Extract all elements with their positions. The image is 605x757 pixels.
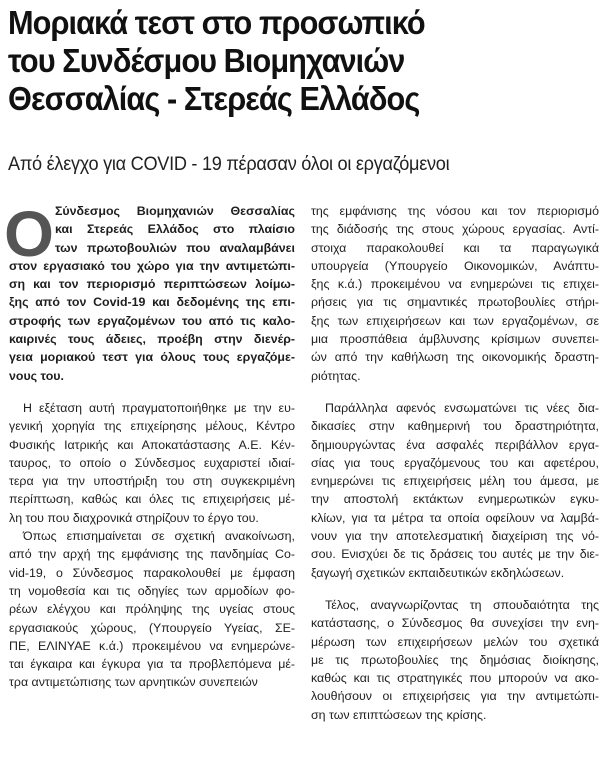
- text-line: ενημερώνει τις επιχειρήσεις μέλη του άμεσα, με: [311, 474, 599, 489]
- lead-paragraph: [4, 198, 295, 385]
- text-line: λη του που διαχρονικά στηρίζουν το έργο του.: [9, 510, 259, 525]
- text-line: νους του.: [9, 368, 64, 383]
- text-line: τερα για την υποστήριξη του στη συγκεκριμένη: [9, 474, 295, 489]
- article-headline: [8, 4, 557, 118]
- text-line: γεια μοριακού τεστ για όλους τους εργαζόμε-: [9, 350, 295, 365]
- text-line: περίπτωση, καθώς και όλες τις επιχειρήσεις μέ-: [9, 492, 295, 507]
- text-line: των πρωτοβουλιών που αναλαμβάνει: [55, 240, 295, 255]
- text-line: ΠΕ, ΕΛΙΝΥΑΕ κ.ά.) προκειμένου να ενημερώνε-: [9, 638, 295, 653]
- text-line: ται έγκαιρα και έγκυρα για τα προβλεπόμενα μέ-: [9, 657, 295, 672]
- text-line: ξαγωγή σχετικών εκπαιδευτικών εκδηλώσεων.: [311, 565, 565, 580]
- text-line: λουθήσουν οι επιχειρήσεις για την αντιμετώπι-: [311, 689, 599, 704]
- text-line: ξης κ.ά.) προκειμένου να ενημερώνει τις επιχει-: [311, 277, 599, 292]
- headline-line: του Συνδέσμου Βιομηχανιών: [8, 42, 405, 79]
- text-line: ών από την καθήλωση της οικονομικής δραστη-: [311, 350, 599, 365]
- text-line: Η εξέταση αυτή πραγματοποιήθηκε με την ευ-: [23, 400, 295, 415]
- text-line: Τέλος, αναγνωρίζοντας τη σπουδαιότητα της: [325, 597, 599, 612]
- text-line: σίας για τους εργαζόμενους του και αφετέρου,: [311, 455, 599, 470]
- text-line: γενική χορηγία της επιχείρησης μέλους, Κέντρο: [9, 419, 295, 434]
- paragraph: [9, 399, 295, 527]
- text-line: Παράλληλα αφενός ενσωματώνει τις νέες δια-: [325, 400, 599, 415]
- text-line: ση και τον περιορισμό περιπτώσεων λοίμω-: [9, 277, 295, 292]
- text-line: δικασίες στην καθημερινή του δραστηριότητα,: [311, 419, 599, 434]
- text-line: καιρινές τους άδειες, προέβη στην διενέρ-: [9, 332, 295, 347]
- text-line: vid-19, ο Σύνδεσμος παρακολουθεί με έμφαση: [9, 565, 295, 580]
- text-line: της διάδοσής της στους χώρους εργασίας. Αντί-: [311, 222, 599, 237]
- text-line: Όπως επισημαίνεται σε σχετική ανακοίνωση,: [23, 529, 295, 544]
- text-line: κατάστασης, ο Σύνδεσμος θα συνεχίσει την ενη-: [311, 616, 599, 631]
- drop-cap-letter: [4, 198, 54, 270]
- text-line: από την αρχή της εμφάνισης της πανδημίας Co-: [9, 547, 295, 562]
- text-line: δημιουργώντας ένα ασφαλές περιβάλλον εργα-: [311, 437, 599, 452]
- paragraph: [9, 527, 295, 692]
- paragraph: [311, 399, 599, 582]
- text-line: μέρωση των επιχειρήσεων μελών του σχετικά: [311, 634, 599, 649]
- headline-line: Μοριακά τεστ στο προσωπικό: [8, 4, 425, 41]
- left-column: [4, 198, 295, 692]
- text-line: ση των επιπτώσεων της κρίσης.: [311, 707, 487, 722]
- text-line: ξης από τον Covid-19 και δεδομένης της επι-: [9, 295, 295, 310]
- text-line: και Στερεάς Ελλάδος στο πλαίσιο: [55, 222, 295, 237]
- text-line: εργασιακούς χώρους, (Υπουργείο Υγείας, ΣΕ-: [9, 620, 295, 635]
- text-line: ρήσεις για τις σημαντικές πρωτοβουλίες στήρι-: [311, 295, 599, 310]
- paragraph: [311, 202, 599, 385]
- text-line: ριότητας.: [311, 368, 361, 383]
- text-line: νουν για την αποτελεσματική διαχείριση της νό-: [311, 529, 599, 544]
- article-subtitle: Από έλεγχο για COVID - 19 πέρασαν όλοι οι εργαζόμενοι: [8, 153, 450, 175]
- text-line: της εμφάνισης της νόσου και τον περιορισμό: [311, 204, 599, 218]
- text-line: ρέων ελέγχου και πρόληψης της υγείας στους: [9, 602, 295, 617]
- text-line: ξης των επιχειρήσεων και των εργαζομένων, σε: [311, 313, 599, 328]
- text-line: Φυσικής Ιατρικής και Αποκατάστασης Α.Ε. Κέν-: [9, 437, 295, 452]
- text-line: μια προσπάθεια άμβλυνσης κρίσιμων συνεπει-: [311, 332, 599, 347]
- text-line: στροφής των εργαζομένων του από τις καλο-: [9, 313, 295, 328]
- text-line: τρα αντιμετώπισης των αρνητικών συνεπειών: [9, 675, 258, 690]
- text-line: ταυρος, το οποίο ο Σύνδεσμος ευχαριστεί ιδιαί-: [9, 455, 295, 470]
- text-line: σου. Ενισχύει δε τις δράσεις του αυτές με την διε-: [311, 547, 599, 562]
- text-line: καθώς και τις στρατηγικές που μπορούν να ακο-: [311, 671, 599, 686]
- text-line: την αποστολή εκτάκτων ενημερωτικών εγκυ-: [311, 492, 599, 507]
- text-line: με τις πρωτοβουλίες της δημόσιας διοίκησης,: [311, 652, 599, 667]
- text-line: στοιχα παρακολουθεί και τα παραγωγικά: [311, 240, 599, 255]
- text-line: υπουργεία (Υπουργείο Οικονομικών, Ανάπτυ-: [311, 258, 599, 273]
- drop-cap: [4, 198, 54, 270]
- svg-text:Ο: Ο: [4, 198, 54, 270]
- headline-line: Θεσσαλίας - Στερεάς Ελλάδος: [8, 80, 420, 117]
- text-line: Σύνδεσμος Βιομηχανιών Θεσσαλίας: [55, 204, 295, 218]
- text-line: στον εργασιακό του χώρο για την αντιμετώπι-: [9, 258, 295, 273]
- text-line: κλίων, για τα μέτρα τα οποία οφείλουν να λαμβά-: [311, 510, 599, 525]
- paragraph: [311, 596, 599, 724]
- right-column: [311, 202, 599, 724]
- text-line: τη νομοθεσία και τις οδηγίες των αρμοδίων φο-: [9, 583, 295, 598]
